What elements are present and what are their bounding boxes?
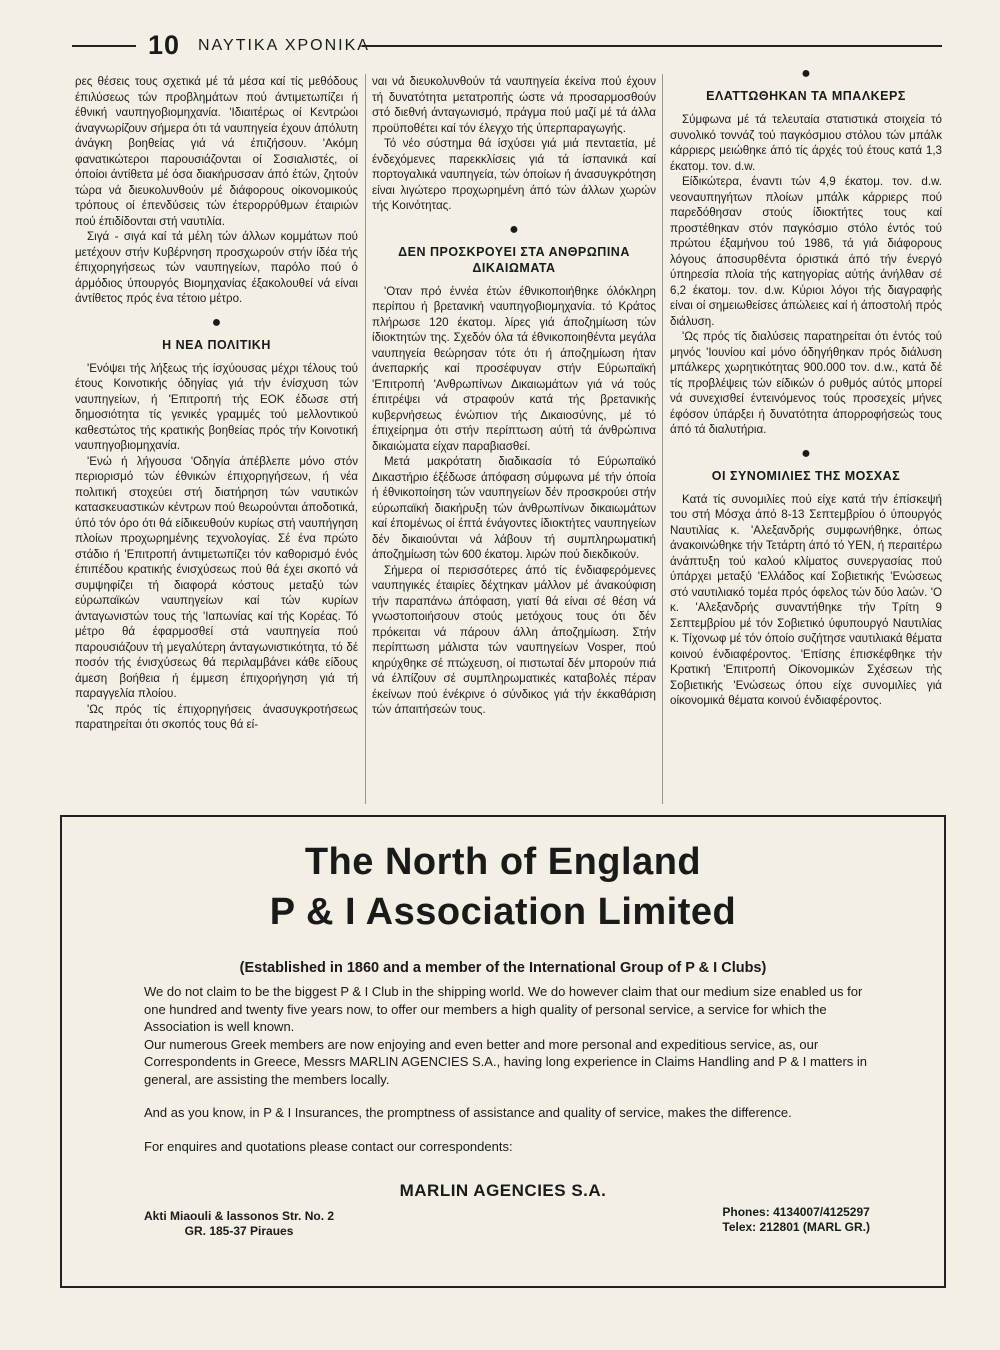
paragraph: Σιγά - σιγά καί τά μέλη τών άλλων κομμάτων πού μετέχουν στήν Κυβέρνηση προσχωρούν στήν ίδέα τής έπιχορηγήσεως τών ναυπηγείων, παρόλο πού ό άρμόδιος ύπουργός Βιομηχανίας έξακολουθεί νά είναι άντίθετος πρός ένα τέτοιο μέτρο. xyxy=(75,230,358,305)
paragraph: 'Ως πρός τίς διαλύσεις παρατηρείται ότι έντός τού μηνός 'Ιουνίου καί μόνο όδηγήθηκαν πρός διάλυση μπάλκερς χωρητικότητας 900.000 τον. d.w., κατά δέ τίς προβλέψεις τών είδικών ό ρυθμός αύτός μπορεί νά συνεχισθεί έντεινόμενος τούς προσεχείς μήνες έφόσον ύπάρξει ή δυνατότητα άπορροφήσεώς τους άπό τά διαλυτήρια. xyxy=(670,330,942,436)
column-divider xyxy=(662,74,663,804)
column-divider xyxy=(365,74,366,804)
ad-contact xyxy=(722,1205,870,1235)
advertisement-box xyxy=(60,815,946,1288)
paragraph: ναι νά διευκολυνθούν τά ναυπηγεία έκείνα πού έχουν τή δυνατότητα μετατροπής ώστε νά προσαρμοσθούν στό διεθνή άνταγωνισμό, πράγμα πού μαζί μέ τά άλλα προϋποθέτει καί τόν έλεγχο τής ύπερπαραγωγής. xyxy=(372,75,656,135)
paragraph: Κατά τίς συνομιλίες πού είχε κατά τήν έπίσκεψή του στή Μόσχα άπό 8-13 Σεπτεμβρίου ό ύπουργός Ναυτιλίας κ. 'Αλεξανδρής συμφωνήθηκε, όπως άνακοινώθηκε τήν Τετάρτη άπό τό ΥΕΝ, ή περαιτέρω άνάπτυξη τού καλού κλίματος συνεργασίας πού ύπάρχει μεταξύ 'Ελλάδος καί Σοβιετικής 'Ενώσεως στό ναυτιλιακό τομέα πρός όφελος τών δύο λαών. 'Ο κ. 'Αλεξανδρής συναντήθηκε τήν Τρίτη 9 Σεπτεμβρίου μέ τόν Σοβιετικό ύφυπουργό Ναυτιλίας κ. Τίχονωφ μέ τόν όποίο συζήτησε ναυτιλιακά θέματα κοινού ένδιαφέροντος. 'Επίσης έπισκέφθηκε τήν Κρατική 'Επιτροπή Οίκονομικών Σχέσεων τής Σοβιετικής 'Ενώσεως όπου είχε συνομιλίες γιά οίκονομικά θέματα κοινού ένδιαφέροντος. xyxy=(670,492,942,707)
ad-paragraph: And as you know, in P & I Insurances, the promptness of assistance and quality of service, makes the difference. xyxy=(144,1105,792,1120)
paragraph: 'Ενώ ή λήγουσα 'Οδηγία άπέβλεπε μόνο στόν περιορισμό τών έθνικών έπιχορηγήσεων, ή νέα πολιτική στοχεύει στή διατήρηση τών ναυτικών κατασκευαστικών κέντρων πού θεωρούνται άποδοτικά, ύπό τόν όρο ότι θά είδικευθούν κυρίως στή ναυπήγηση πλοίων προχωρημένης τεχνολογίας. Σέ ένα πρώτο στάδιο ή 'Επιτροπή άντιμετωπίζει τόν καθορισμό ένός έπιπέδου κρατικής ένισχύσεως πού θά έχει σκοπό νά συμψηφίζει τή διαφορά κόστους μεταξύ τών εύρωπαϊκών ναυπηγείων καί τών κυρίων άνταγωνιστών τους τής 'Ιαπωνίας καί τής Κορέας. Τό μέτρο θά έφαρμοσθεί στά ναυπηγεία πού παρουσιάζουν τή μεγαλύτερη άνταγωνιστικότητα, τό δέ ποσόν τής ένισχύσεως θά περιλαμβάνει κάθε είδους άμεση βοήθεια ή έμμεση έπιχορήγηση γιά τή παραγγελία πλοίου. xyxy=(75,454,358,700)
ad-paragraph: For enquires and quotations please contact our correspondents: xyxy=(144,1138,513,1154)
ad-subtitle: (Established in 1860 and a member of the International Group of P & I Clubs) xyxy=(239,960,767,976)
paragraph: Είδικώτερα, έναντι τών 4,9 έκατομ. τον. d.w. νεοναυπηγήτων πλοίων μπάλκ κάρριερς πού παρεδόθησαν στούς ίδιοκτήτες τους καί προστέθηκαν στόν παγκόσμιο στόλο έντός τού πρώτου έξαμήνου τού 1986, τά γιά διάφορους λόγους άποσυρθέντα όριστικά άπό τήν ένεργό ύπηρεσία πλοία τής κατηγορίας αύτής άνήλθαν σέ 6,2 έκατομ. τον. d.w. Κύριοι λόγοι τής διαγραφής είναι οί σημειωθείσες άπώλειες καί ή άποστολή πρός διάλυση. xyxy=(670,175,942,328)
ad-address-line: Akti Miaouli & lassonos Str. No. 2 xyxy=(144,1209,335,1223)
header-rule-right xyxy=(362,45,942,47)
ad-body xyxy=(144,983,884,1171)
magazine-title: ΝΑΥΤΙΚΑ ΧΡΟΝΙΚΑ xyxy=(198,37,370,54)
section-bullet: ● xyxy=(801,444,811,462)
ad-company-name: MARLIN AGENCIES S.A. xyxy=(399,1181,607,1200)
paragraph: Σήμερα οί περισσότερες άπό τίς ένδιαφερόμενες ναυπηγικές έταιρίες δέχτηκαν μάλλον μέ άνακούφιση τήν παραπάνω άπόφαση, γιατί θά είναι σέ θέση νά γνωστοποιήσουν στούς μετόχους τους ότι δέν πρόκειται νά πάρουν άλλη άποζημίωση. Στήν περίπτωση μάλιστα τών ναυπηγείων Vosper, πού κηρύχθηκε σέ πτώχευση, οί πιστωταί δέν μπορούν πιά νά έλπίζουν σέ συμπληρωματικές καταβολές πέραν έκείνων πού ένέκρινε ό σύνδικος γιά τήν έκκαθάριση τών άπαιτήσεών τους. xyxy=(372,563,656,716)
ad-address-line: GR. 185-37 Piraues xyxy=(184,1224,294,1238)
page-header xyxy=(72,30,942,60)
article-column-1 xyxy=(75,74,358,810)
paragraph: Μετά μακρότατη διαδικασία τό Εύρωπαϊκό Δικαστήριο έξέδωσε άπόφαση σύμφωνα μέ τήν όποία ή έθνικοποίηση τών ναυπηγείων δέν προσκρούει στήν εύρωπαϊκή διακήρυξη τών άνθρωπίνων δικαιωμάτων καί έπομένως οί έπτά ένάγοντες ίδιοκτήτες ναυπηγείων δέν δικαιούνται νά λάβουν τή συμπληρωματική άποζημίωση τών 600 έκατομ. λιρών πού διεκδικούν. xyxy=(372,455,656,561)
paragraph: 'Ενόψει τής λήξεως τής ίσχύουσας μέχρι τέλους τού έτους Κοινοτικής όδηγίας γιά τήν ένίσχυση τών ναυπηγείων, ή 'Επιτροπή τής ΕΟΚ έδωσε στή δημοσιότητα τίς γενικές γραμμές τού μελλοντικού καθεστώτος τής κρατικής βοηθείας πρός τήν Κοινοτική ναυπηγοβιομηχανία. xyxy=(75,361,358,452)
ad-title-line2: P & I Association Limited xyxy=(269,891,737,933)
paragraph: 'Ως πρός τίς έπιχορηγήσεις άνασυγκροτήσεως παρατηρείται ότι σκοπός τους θά εί- xyxy=(75,702,358,731)
paragraph: 'Οταν πρό έννέα έτών έθνικοποιήθηκε όλόκληρη περίπου ή βρετανική ναυπηγοβιομηχανία. τό Κράτος πλήρωσε 120 έκατομ. λίρες γιά άποζημίωση τών ίδιοκτητών της. Σχεδόν όλα τά έθνικοποιηθέντα μεγάλα ναυπηγεία θεώρησαν τότε ότι ή άποζημίωση ήταν άνεπαρκής καί προσέφυγαν στήν Εύρωπαϊκή 'Επιτροπή 'Ανθρωπίνων Δικαιωμάτων γιά νά τούς έπιτρέψει νά στραφούν κατά τής βρετανικής κυβερνήσεως ένώπιον τής Δικαιοσύνης, μέ τό έπιχείρημα ότι στήν περίπτωση αύτή τά άνθρώπινα δικαιώματα είχαν παραβιασθεί. xyxy=(372,284,656,453)
section-bullet: ● xyxy=(801,65,811,82)
paragraph: Σύμφωνα μέ τά τελευταία στατιστικά στοιχεία τό συνολικό τοννάζ τού παγκόσμιου στόλου τών μπάλκ κάρριερς μειώθηκε άπό τίς άρχές τού έτους κατά 1,3 έκατομ. τον. d.w. xyxy=(670,113,942,173)
ad-telex: Telex: 212801 (MARL GR.) xyxy=(722,1220,870,1234)
ad-title-line1: The North of England xyxy=(304,841,702,883)
paragraph: ρες θέσεις τους σχετικά μέ τά μέσα καί τίς μεθόδους έπιλύσεως τών προβλημάτων πού άντιμετωπίζει ή έθνική ναυπηγοβιομηχανία. 'Ιδιαιτέρως οί Κεντρώοι άναγνωρίζουν σήμερα ότι τά ναυπηγεία έχουν άπόλυτη άνάγκη βοηθείας γιά νά έπιζήσουν. 'Ακόμη φανατικώτεροι παρουσιάζονται οί Σοσιαλιστές, οί όποίοι άντίθετα μέ όσα διακήρυσσαν άπό έτών, ζητούν τώρα νά διευκολυνθούν μέ διάφορους οίκονομικούς τρόπους οί έπενδύσεις τών έτερορρύθμων έταιριών πού έπιδίδονται στή ναυτιλία. xyxy=(75,75,358,228)
page-number: 10 xyxy=(148,30,181,60)
paragraph: Τό νέο σύστημα θά ίσχύσει γιά μιά πενταετία, μέ ένδεχόμενες παρεκκλίσεις γιά τά ίσπανικά καί πορτογαλικά ναυπηγεία, τών όποίων ή άνασυγκρότηση είναι λιγώτερο προχωρημένη άπό τών άλλων χωρών τής Κοινότητας. xyxy=(372,137,656,212)
section-bullet: ● xyxy=(509,220,519,238)
ad-paragraph: We do not claim to be the biggest P & I Club in the shipping world. We do however claim that our medium size enabled us for one hundred and twenty five years now, to offer our members a high quality of personal service, a service for which the Association is well known. xyxy=(144,984,863,1034)
section-title: ΕΛΑΤΤΩΘΗΚΑΝ ΤΑ ΜΠΑΛΚΕΡΣ xyxy=(706,89,906,103)
ad-paragraph: Our numerous Greek members are now enjoying and even better and more personal and expeditious service, as, our Correspondents in Greece, Messrs MARLIN AGENCIES S.A., having long experience in Claims Handling and P & I matters in general, are assisting the members locally. xyxy=(144,1036,868,1087)
header-rule-left xyxy=(72,45,136,47)
section-title: ΟΙ ΣΥΝΟΜΙΛΙΕΣ ΤΗΣ ΜΟΣΧΑΣ xyxy=(711,468,901,483)
section-title: ΔΕΝ ΠΡΟΣΚΡΟΥΕΙ ΣΤΑ ΑΝΘΡΩΠΙΝΑ ΔΙΚΑΙΩΜΑΤΑ xyxy=(398,244,630,275)
article-column-2 xyxy=(372,74,656,810)
section-bullet: ● xyxy=(211,313,222,331)
ad-address xyxy=(144,1209,334,1239)
section-title: Η ΝΕΑ ΠΟΛΙΤΙΚΗ xyxy=(162,337,271,352)
ad-phones: Phones: 4134007/4125297 xyxy=(722,1205,870,1219)
article-column-3 xyxy=(670,64,942,800)
